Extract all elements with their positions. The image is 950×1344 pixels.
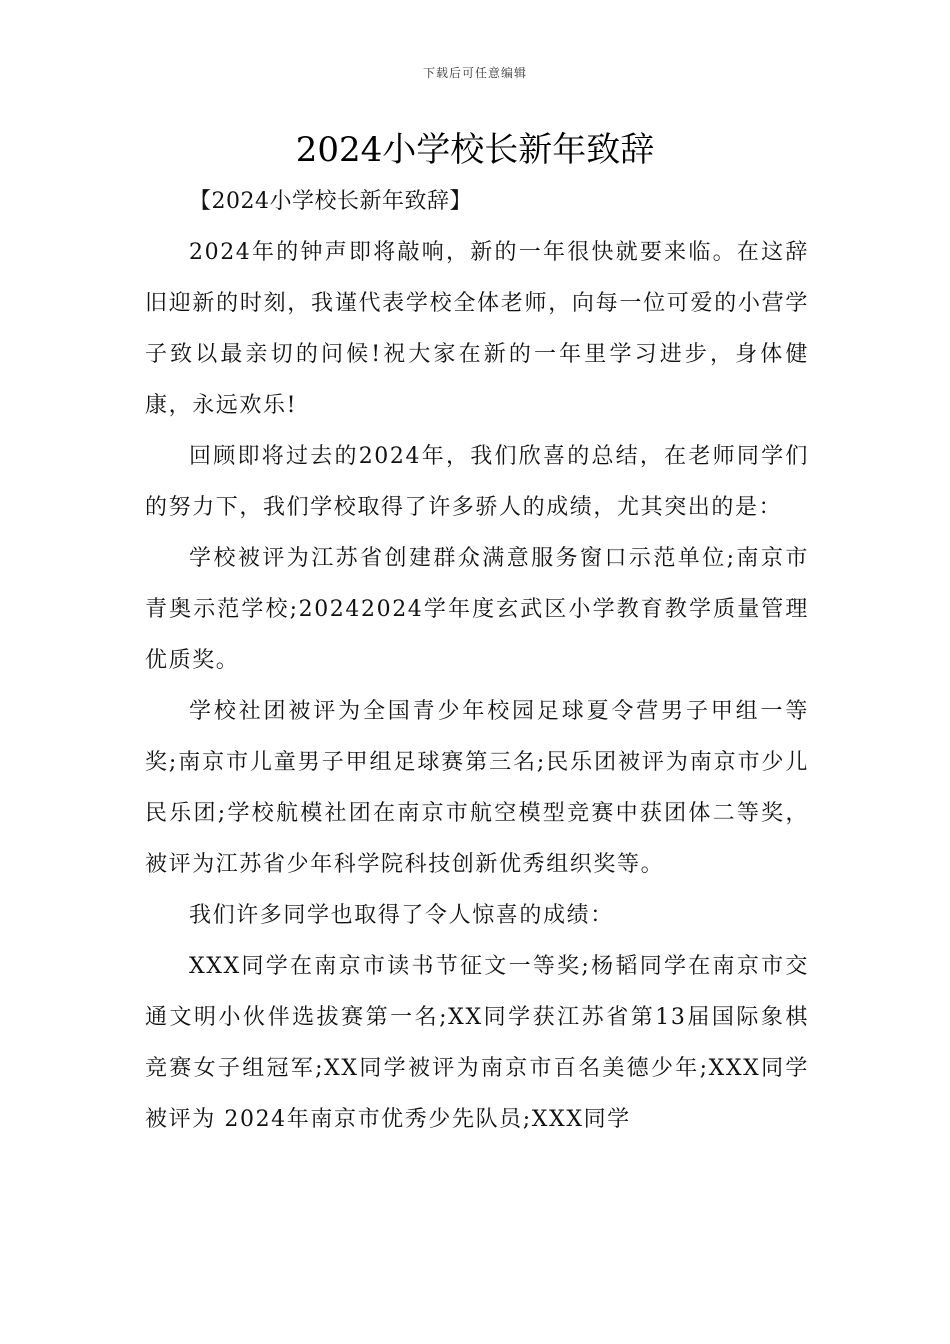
paragraph-school-awards: 学校被评为江苏省创建群众满意服务窗口示范单位;南京市青奥示范学校;20242024学年度玄武区小学教育教学质量管理优质奖。 bbox=[145, 546, 809, 673]
paragraph-review: 回顾即将过去的2024年，我们欣喜的总结，在老师同学们的努力下，我们学校取得了许多骄人的成绩，尤其突出的是： bbox=[145, 444, 809, 520]
header-note: 下载后可任意编辑 bbox=[422, 66, 527, 80]
paragraph-club-awards: 学校社团被评为全国青少年校园足球夏令营男子甲组一等奖;南京市儿童男子甲组足球赛第三名;民乐团被评为南京市少儿民乐团;学校航模社团在南京市航空模型竞赛中获团体二等奖，被评为江苏省少年科学院科技创新优秀组织奖等。 bbox=[145, 699, 809, 877]
paragraph-student-awards: XXX同学在南京市读书节征文一等奖;杨韬同学在南京市交通文明小伙伴选拔赛第一名;XX同学获江苏省第13届国际象棋竞赛女子组冠军;XX同学被评为南京市百名美德少年;XXX同学被评为 2024年南京市优秀少先队员;XXX同学 bbox=[145, 954, 809, 1132]
document-title: 2024小学校长新年致辞 bbox=[295, 130, 655, 170]
paragraph-student-intro: 我们许多同学也取得了令人惊喜的成绩： bbox=[189, 903, 614, 928]
paragraph-subtitle: 【2024小学校长新年致辞】 bbox=[189, 189, 472, 214]
document-body bbox=[145, 176, 809, 1145]
paragraph-greeting: 2024年的钟声即将敲响，新的一年很快就要来临。在这辞旧迎新的时刻，我谨代表学校全体老师，向每一位可爱的小营学子致以最亲切的问候!祝大家在新的一年里学习进步，身体健康，永远欢乐! bbox=[145, 240, 809, 418]
